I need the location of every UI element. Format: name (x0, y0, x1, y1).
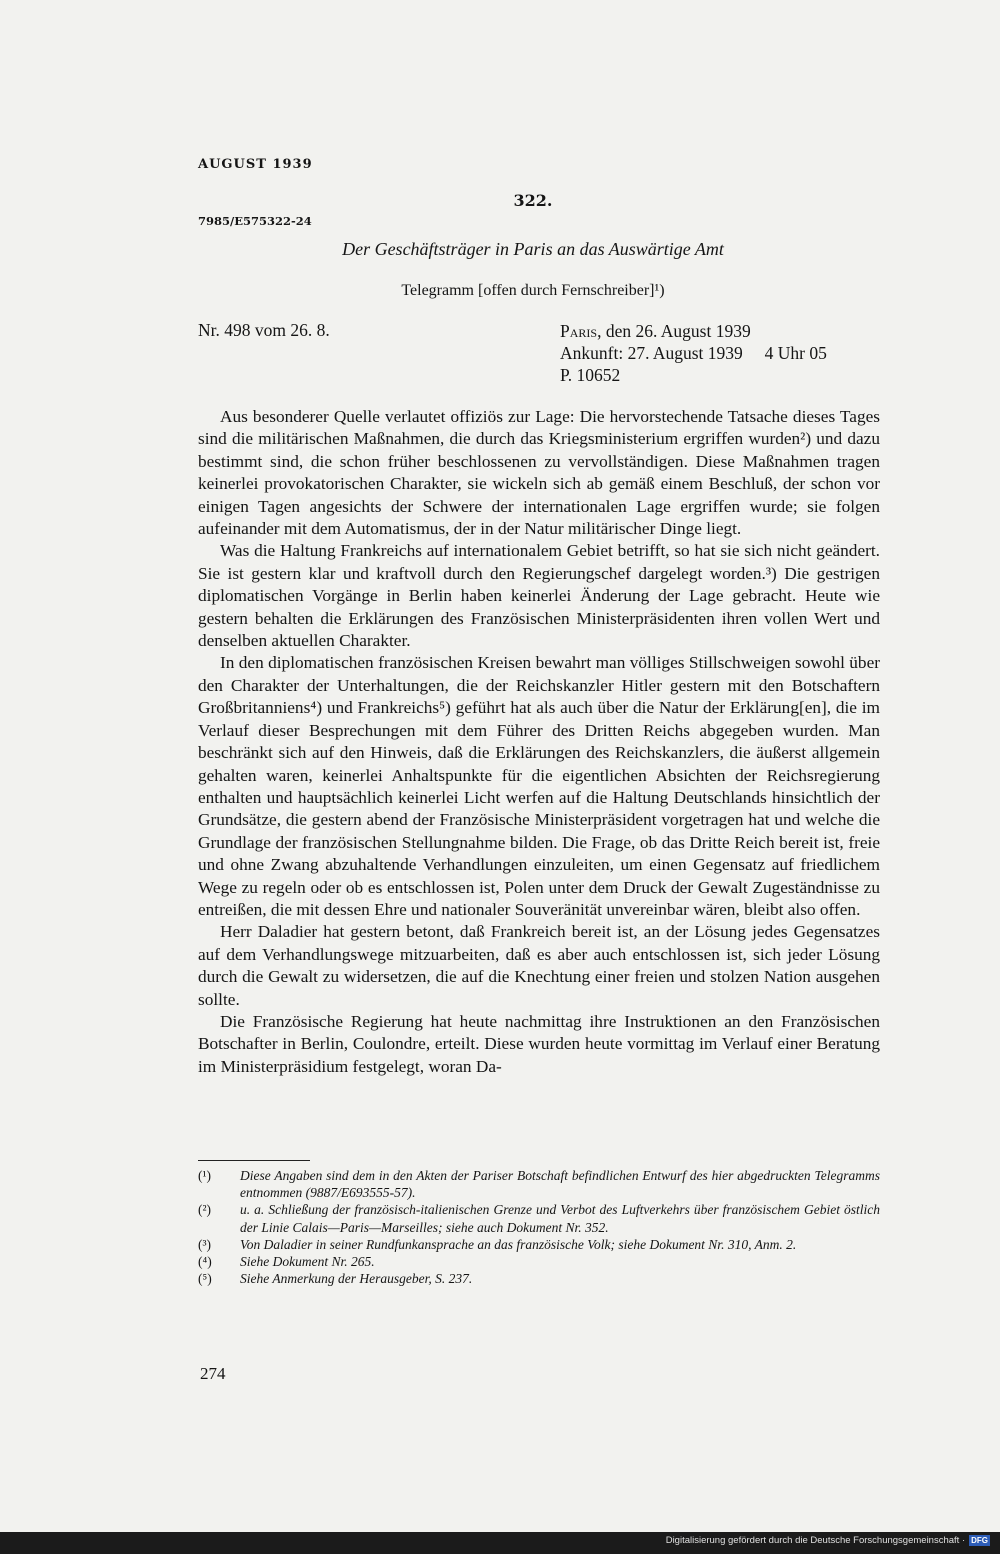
footnote-text: Siehe Dokument Nr. 265. (240, 1254, 375, 1270)
credit-text: Digitalisierung gefördert durch die Deutsche Forschungsgemeinschaft · (665, 1535, 966, 1546)
place-date-block (560, 320, 827, 386)
footnote-marker: (³) (198, 1236, 212, 1252)
telegram-line: Telegramm [offen durch Fernschreiber]¹) (401, 282, 665, 299)
footnote-divider (198, 1160, 310, 1161)
place-date (560, 320, 827, 342)
file-reference: 7985/E575322-24 (198, 214, 312, 228)
footnote-text: Siehe Anmerkung der Herausgeber, S. 237. (240, 1271, 473, 1287)
document-heading: Der Geschäftsträger in Paris an das Auswärtige Amt (342, 239, 724, 259)
paragraph: Was die Haltung Frankreichs auf internationalem Gebiet betrifft, so hat sie sich nicht geändert. Sie ist gestern klar und kraftvoll durch den Regierungschef dargelegt worden.³) Die gestrigen diplomatischen Vorgänge in Berlin haben keinerlei Änderung der Lage gebracht. Heute wie gestern behalten die Erklärungen des Französischen Ministerpräsidenten ihren vollen Wert und denselben aktuellen Charakter. (198, 541, 880, 651)
footnote (198, 1270, 880, 1287)
running-header-date: AUGUST 1939 (198, 157, 313, 172)
footnote-marker: (⁴) (198, 1254, 212, 1270)
digitization-credit (666, 1535, 990, 1546)
page-number: 274 (200, 1364, 226, 1383)
footnote (198, 1201, 880, 1235)
footnote (198, 1236, 880, 1253)
footnote (198, 1253, 880, 1270)
paragraph: Herr Daladier hat gestern betont, daß Frankreich bereit ist, an der Lösung jedes Gegensatzes auf dem Verhandlungswege mitzuarbeiten, daß es aber auch entschlossen ist, sich jeder Lösung durch die Gewalt zu widersetzen, die auf die Knechtung einer freien und stolzen Nation ausgehen sollte. (198, 922, 880, 1009)
footnote-marker: (¹) (198, 1168, 212, 1183)
place-date-rest: , den 26. August 1939 (597, 321, 751, 341)
paragraph: In den diplomatischen französischen Kreisen bewahrt man völliges Stillschweigen sowohl über den Charakter der Unterhaltungen, die der Reichskanzler Hitler gestern mit den Botschaftern Großbritanniens⁴) und Frankreichs⁵) geführt hat als auch über die Natur der Erklärung[en], die im Verlauf dieser Besprechungen mit dem Führer des Dritten Reichs abgegeben wurden. Man beschränkt sich auf den Hinweis, daß die Erklärungen des Reichskanzlers, die äußerst allgemein gehalten waren, keinerlei Anhaltspunkte für die eigentlichen Absichten der Reichsregierung enthalten und hauptsächlich keinerlei Licht werfen auf die Haltung Deutschlands hinsichtlich der Grundsätze, die gestern abend der Französische Ministerpräsident vorgetragen hat und welche die Grundlage der französischen Stellungnahme bilden. Die Frage, ob das Dritte Reich bereit ist, freie und ohne Zwang abzuhaltende Verhandlungen einzuleiten, um einen Gegensatz auf friedlichem Wege zu regeln oder ob es entschlossen ist, Polen unter dem Druck der Gewalt Zugeständnisse zu entreißen, die mit dessen Ehre und nationaler Souveränität unvereinbar wären, bleibt also offen. (198, 653, 880, 919)
footnote-text: Diese Angaben sind dem in den Akten der Pariser Botschaft befindlichen Entwurf des hier abgedruckten Telegramms entnommen (9887/E693555-57). (240, 1168, 880, 1201)
body-text (198, 406, 880, 1078)
footnotes (198, 1167, 880, 1287)
arrival-line: Ankunft: 27. August 1939 4 Uhr 05 (560, 343, 827, 363)
footnote-marker: (²) (198, 1202, 212, 1218)
footnote-text: Von Daladier in seiner Rundfunkansprache an das französische Volk; siehe Dokument Nr. 310, Anm. 2. (240, 1236, 797, 1252)
footnote-text: u. a. Schließung der französisch-italienischen Grenze und Verbot des Luftverkehrs über französischem Gebiet östlich der Linie Calais—Paris—Marseilles; siehe auch Dokument Nr. 352. (240, 1202, 880, 1235)
paragraph: Die Französische Regierung hat heute nachmittag ihre Instruktionen an den Französischen Botschafter in Berlin, Coulondre, erteilt. Diese wurden heute vormittag im Verlauf einer Beratung im Ministerpräsidium festgelegt, woran Da- (198, 1011, 880, 1076)
p-number: P. 10652 (560, 365, 621, 385)
footnote-marker: (⁵) (198, 1271, 212, 1287)
paragraph: Aus besonderer Quelle verlautet offiziös zur Lage: Die hervorstechende Tatsache dieses Tages sind die militärischen Maßnahmen, die durch das Kriegsministerium ergriffen wurden²) und dazu bestimmt sind, die schon früher beschlossenen zu vervollständigen. Diese Maßnahmen tragen keinerlei provokatorischen Charakter, sie wickeln sich ab gemäß einem Beschluß, der schon vor einigen Tagen angesichts der Schwere der internationalen Lage ergriffen wurde; sie folgen aufeinander mit dem Automatismus, der in der Natur militärischer Dinge liegt. (198, 407, 880, 539)
telegram-number: Nr. 498 vom 26. 8. (198, 320, 330, 340)
dfg-logo: DFG (971, 1536, 988, 1545)
document-number: 322. (513, 191, 553, 210)
place-name: Paris (560, 321, 598, 341)
footnote (198, 1167, 880, 1201)
